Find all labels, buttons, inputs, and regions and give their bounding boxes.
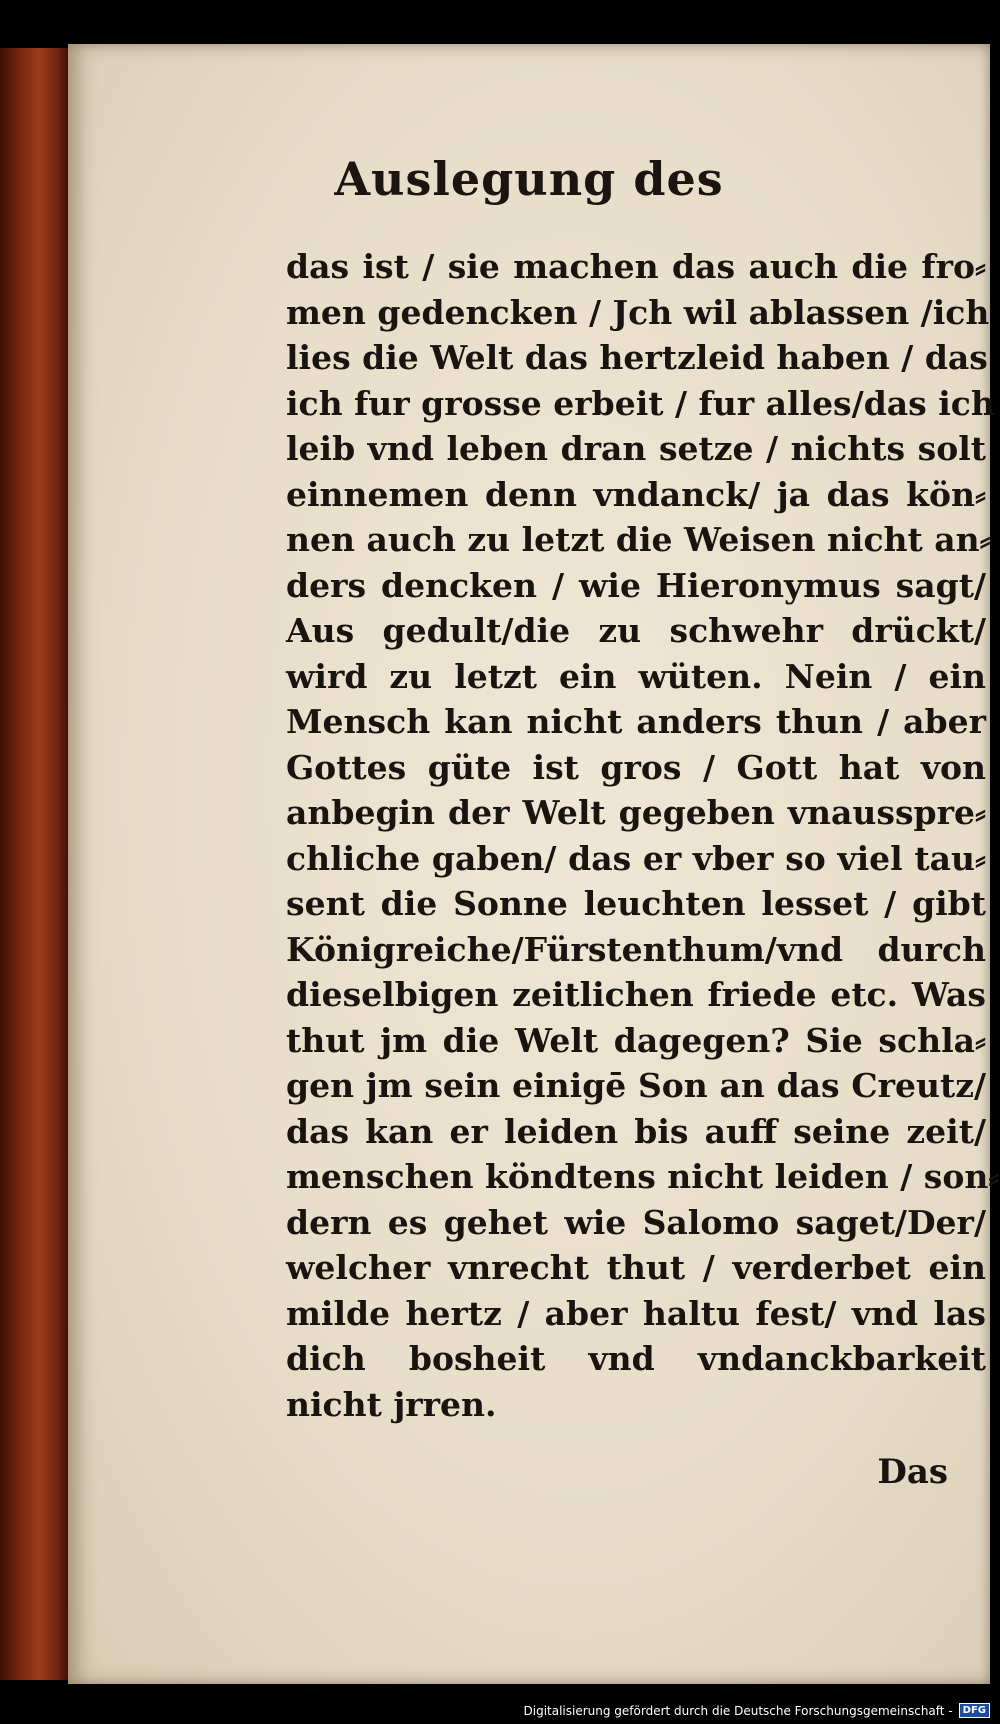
- digitization-credit: [524, 1703, 991, 1718]
- text-line: ders dencken / wie Hieronymus sagt/: [286, 565, 986, 605]
- text-line: lies die Welt das hertzleid haben / das: [286, 338, 988, 377]
- text-line: dich bosheit vnd vndanckbarkeit: [286, 1339, 986, 1378]
- catchword: Das: [877, 1452, 948, 1492]
- text-line: das kan er leiden bis auff seine zeit/: [286, 1111, 986, 1151]
- text-line: milde hertz / aber haltu fest/ vnd las: [286, 1293, 986, 1333]
- text-line: Königreiche/Fürstenthum/vnd durch: [286, 929, 986, 969]
- text-line: einnemen denn vndanck/ ja das kön⸗: [286, 474, 986, 514]
- text-line: Aus gedult/die zu schwehr drückt/: [286, 611, 986, 650]
- credit-text: Digitalisierung gefördert durch die Deutsche Forschungsgemeinschaft -: [523, 1703, 953, 1718]
- book-spine-edge: [0, 48, 72, 1680]
- text-line: thut jm die Welt dagegen? Sie schla⸗: [286, 1020, 986, 1060]
- running-head: Auslegung des: [334, 152, 724, 206]
- dfg-logo: DFG: [959, 1703, 990, 1718]
- book-page: [68, 44, 1000, 1684]
- text-block: [286, 244, 1000, 1427]
- text-line: men gedencken / Jch wil ablassen /ich: [286, 292, 990, 332]
- text-line: gen jm sein einigē Son an das Creutz/: [286, 1066, 986, 1105]
- text-line: menschen köndtens nicht leiden / son⸗: [286, 1157, 1000, 1196]
- text-line: anbegin der Welt gegeben vnausspre⸗: [286, 793, 986, 832]
- text-line: dern es gehet wie Salomo saget/Der/: [286, 1202, 986, 1242]
- text-line: Gottes güte ist gros / Gott hat von: [286, 747, 986, 787]
- text-line: nicht jrren.: [286, 1384, 497, 1424]
- text-line: leib vnd leben dran setze / nichts solt: [286, 429, 986, 468]
- text-line: wird zu letzt ein wüten. Nein / ein: [286, 656, 986, 696]
- text-line: welcher vnrecht thut / verderbet ein: [286, 1248, 986, 1287]
- text-line: Mensch kan nicht anders thun / aber: [286, 702, 986, 741]
- text-line: ich fur grosse erbeit / fur alles/das ich: [286, 383, 995, 423]
- text-line: sent die Sonne leuchten lesset / gibt: [286, 884, 986, 923]
- text-line: das ist / sie machen das auch die fro⸗: [286, 247, 986, 286]
- text-line: dieselbigen zeitlichen friede etc. Was: [286, 975, 986, 1014]
- text-line: nen auch zu letzt die Weisen nicht an⸗: [286, 520, 991, 559]
- text-line: chliche gaben/ das er vber so viel tau⸗: [286, 838, 986, 878]
